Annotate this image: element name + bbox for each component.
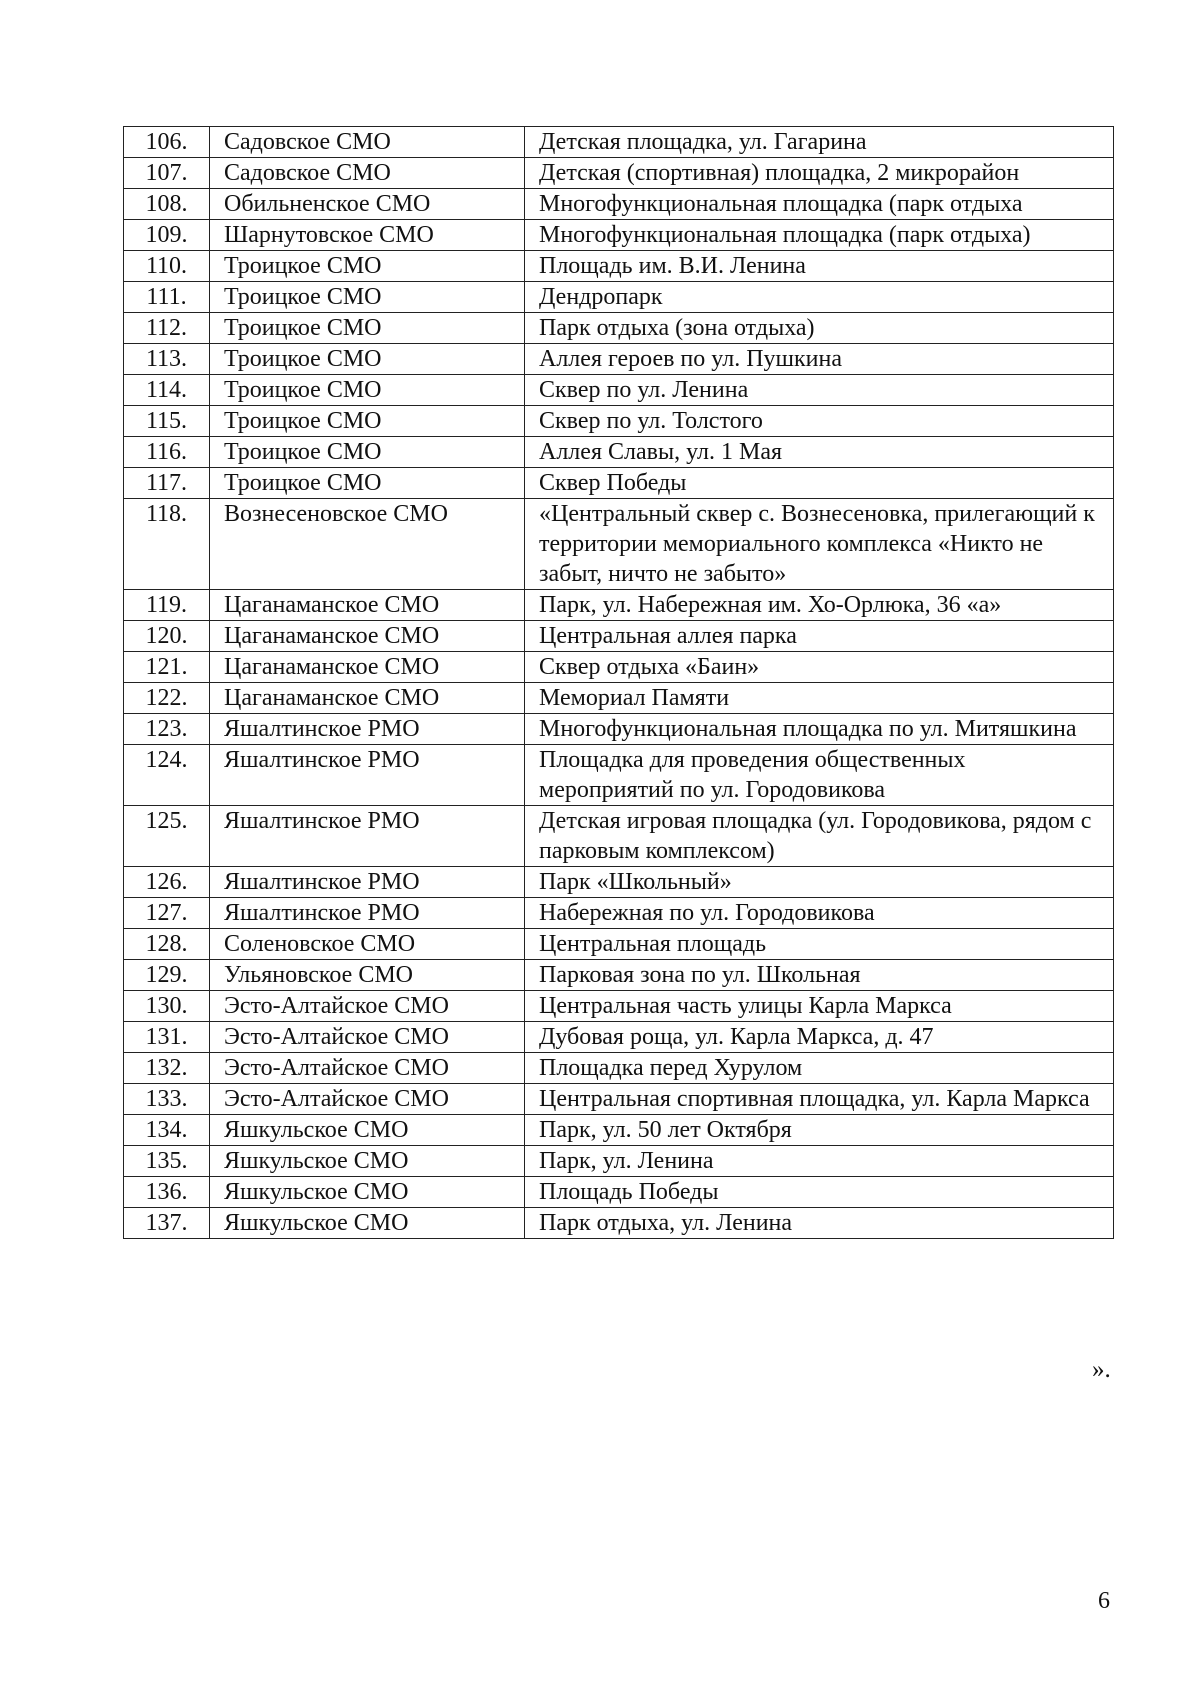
row-number: 131. [124,1022,210,1053]
municipality-cell: Троицкое СМО [210,282,525,313]
object-cell: Парк отдыха (зона отдыха) [525,313,1114,344]
row-number: 106. [124,127,210,158]
municipality-cell: Яшкульское СМО [210,1177,525,1208]
municipality-cell: Яшкульское СМО [210,1115,525,1146]
municipality-cell: Яшалтинское РМО [210,714,525,745]
municipality-cell: Эсто-Алтайское СМО [210,1022,525,1053]
row-number: 107. [124,158,210,189]
object-cell: Центральная часть улицы Карла Маркса [525,991,1114,1022]
municipality-cell: Яшалтинское РМО [210,745,525,806]
row-number: 129. [124,960,210,991]
row-number: 130. [124,991,210,1022]
row-number: 112. [124,313,210,344]
object-cell: Парковая зона по ул. Школьная [525,960,1114,991]
row-number: 114. [124,375,210,406]
municipality-cell: Яшкульское СМО [210,1146,525,1177]
table-row [124,313,1114,344]
municipality-cell: Шарнутовское СМО [210,220,525,251]
municipality-cell: Эсто-Алтайское СМО [210,1053,525,1084]
municipality-cell: Троицкое СМО [210,313,525,344]
table-row [124,1146,1114,1177]
object-cell: Сквер отдыха «Баин» [525,652,1114,683]
table-row [124,1115,1114,1146]
table-row [124,929,1114,960]
row-number: 122. [124,683,210,714]
municipality-cell: Соленовское СМО [210,929,525,960]
table-row [124,499,1114,590]
object-cell: Аллея героев по ул. Пушкина [525,344,1114,375]
table-row [124,468,1114,499]
table-row [124,1053,1114,1084]
table-row [124,898,1114,929]
object-cell: Сквер Победы [525,468,1114,499]
row-number: 126. [124,867,210,898]
object-cell: Парк «Школьный» [525,867,1114,898]
object-cell: Центральная спортивная площадка, ул. Карла Маркса [525,1084,1114,1115]
row-number: 135. [124,1146,210,1177]
closing-quote-mark: ». [1092,1356,1111,1383]
municipality-cell: Яшкульское СМО [210,1208,525,1239]
municipality-cell: Цаганаманское СМО [210,590,525,621]
table-row [124,745,1114,806]
object-cell: Многофункциональная площадка (парк отдыха) [525,220,1114,251]
row-number: 108. [124,189,210,220]
table-row [124,621,1114,652]
municipality-cell: Троицкое СМО [210,344,525,375]
municipality-cell: Садовское СМО [210,127,525,158]
row-number: 136. [124,1177,210,1208]
object-cell: Дубовая роща, ул. Карла Маркса, д. 47 [525,1022,1114,1053]
table-row [124,1084,1114,1115]
object-cell: Парк отдыха, ул. Ленина [525,1208,1114,1239]
municipality-cell: Цаганаманское СМО [210,621,525,652]
object-cell: Центральная аллея парка [525,621,1114,652]
object-cell: Дендропарк [525,282,1114,313]
row-number: 125. [124,806,210,867]
row-number: 121. [124,652,210,683]
row-number: 115. [124,406,210,437]
object-cell: Площадь им. В.И. Ленина [525,251,1114,282]
row-number: 134. [124,1115,210,1146]
table-row [124,1177,1114,1208]
municipality-cell: Троицкое СМО [210,251,525,282]
object-cell: Парк, ул. 50 лет Октября [525,1115,1114,1146]
row-number: 113. [124,344,210,375]
objects-table-container [123,126,1113,1239]
municipality-cell: Цаганаманское СМО [210,652,525,683]
object-cell: «Центральный сквер с. Вознесеновка, прилегающий к территории мемориального комплекса «Никто не забыт, ничто не забыто» [525,499,1114,590]
object-cell: Набережная по ул. Городовикова [525,898,1114,929]
table-row [124,189,1114,220]
table-row [124,344,1114,375]
object-cell: Парк, ул. Набережная им. Хо-Орлюка, 36 «а» [525,590,1114,621]
table-row [124,683,1114,714]
object-cell: Мемориал Памяти [525,683,1114,714]
table-row [124,652,1114,683]
object-cell: Сквер по ул. Ленина [525,375,1114,406]
row-number: 118. [124,499,210,590]
municipality-cell: Цаганаманское СМО [210,683,525,714]
table-row [124,406,1114,437]
table-body [124,127,1114,1239]
object-cell: Площадка перед Хурулом [525,1053,1114,1084]
table-row [124,1022,1114,1053]
row-number: 120. [124,621,210,652]
page-number: 6 [1098,1588,1110,1614]
table-row [124,714,1114,745]
object-cell: Площадь Победы [525,1177,1114,1208]
object-cell: Парк, ул. Ленина [525,1146,1114,1177]
table-row [124,1208,1114,1239]
municipality-cell: Троицкое СМО [210,437,525,468]
table-row [124,806,1114,867]
table-row [124,867,1114,898]
municipality-cell: Яшалтинское РМО [210,898,525,929]
table-row [124,251,1114,282]
municipality-cell: Вознесеновское СМО [210,499,525,590]
municipality-cell: Обильненское СМО [210,189,525,220]
table-row [124,437,1114,468]
row-number: 109. [124,220,210,251]
row-number: 119. [124,590,210,621]
row-number: 128. [124,929,210,960]
table-row [124,127,1114,158]
row-number: 123. [124,714,210,745]
row-number: 133. [124,1084,210,1115]
object-cell: Сквер по ул. Толстого [525,406,1114,437]
municipality-cell: Яшалтинское РМО [210,806,525,867]
object-cell: Аллея Славы, ул. 1 Мая [525,437,1114,468]
table-row [124,220,1114,251]
table-row [124,991,1114,1022]
object-cell: Центральная площадь [525,929,1114,960]
table-row [124,590,1114,621]
row-number: 127. [124,898,210,929]
row-number: 110. [124,251,210,282]
objects-table [123,126,1114,1239]
municipality-cell: Эсто-Алтайское СМО [210,1084,525,1115]
municipality-cell: Яшалтинское РМО [210,867,525,898]
object-cell: Многофункциональная площадка (парк отдыха [525,189,1114,220]
table-row [124,282,1114,313]
table-row [124,158,1114,189]
row-number: 124. [124,745,210,806]
object-cell: Многофункциональная площадка по ул. Митяшкина [525,714,1114,745]
row-number: 116. [124,437,210,468]
municipality-cell: Троицкое СМО [210,406,525,437]
row-number: 137. [124,1208,210,1239]
row-number: 111. [124,282,210,313]
object-cell: Площадка для проведения общественных мероприятий по ул. Городовикова [525,745,1114,806]
table-row [124,375,1114,406]
object-cell: Детская площадка, ул. Гагарина [525,127,1114,158]
municipality-cell: Садовское СМО [210,158,525,189]
table-row [124,960,1114,991]
row-number: 132. [124,1053,210,1084]
municipality-cell: Ульяновское СМО [210,960,525,991]
municipality-cell: Эсто-Алтайское СМО [210,991,525,1022]
row-number: 117. [124,468,210,499]
object-cell: Детская игровая площадка (ул. Городовикова, рядом с парковым комплексом) [525,806,1114,867]
municipality-cell: Троицкое СМО [210,375,525,406]
municipality-cell: Троицкое СМО [210,468,525,499]
object-cell: Детская (спортивная) площадка, 2 микрорайон [525,158,1114,189]
